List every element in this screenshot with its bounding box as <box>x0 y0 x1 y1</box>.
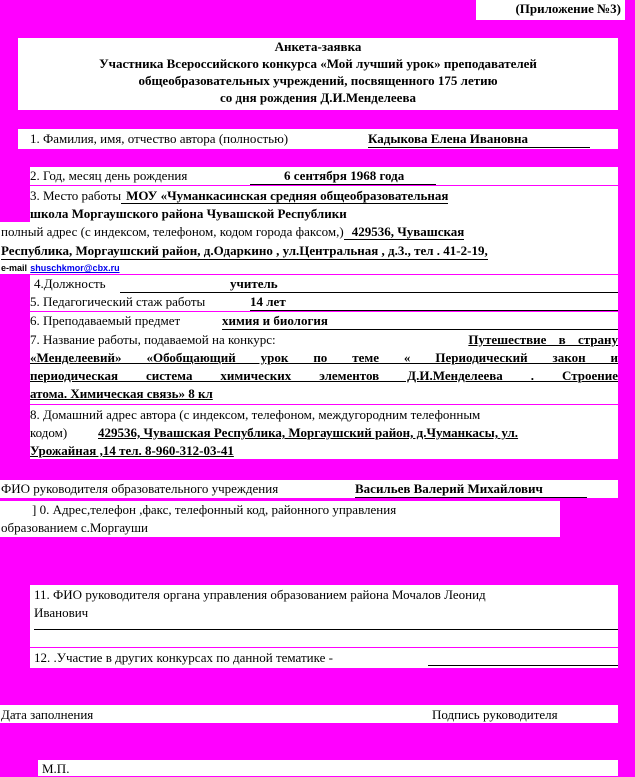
director-value: Васильев Валерий Михайлович <box>355 480 587 498</box>
district-office-address-label: ] 0. Адрес,телефон ,факс, телефонный код, районного управления <box>32 502 397 517</box>
experience-value: 14 лет <box>250 293 618 311</box>
work-title-value-2: «Менделеевий» «Обобщающий урок по теме « Периодический закон и <box>30 350 618 365</box>
field-home-address <box>30 405 618 459</box>
birth-date-value: 6 сентября 1968 года <box>250 167 436 185</box>
stamp-row <box>38 760 618 776</box>
footer-signature-row <box>0 705 618 723</box>
field-work-title <box>30 330 618 404</box>
contest-line-2: общеобразовательных учреждений, посвященного 175 летию <box>138 73 498 88</box>
full-address-value-1: 429536, Чувашская <box>344 224 465 240</box>
field-district-office-address <box>0 501 560 537</box>
field-position <box>30 275 618 293</box>
experience-label: 5. Педагогический стаж работы <box>30 294 206 309</box>
signature-label: Подпись руководителя <box>432 707 558 722</box>
subject-label: 6. Преподаваемый предмет <box>30 313 181 328</box>
birth-date-label: 2. Год, месяц день рождения <box>30 168 188 183</box>
field-full-address <box>0 222 618 274</box>
contest-line-3: со дня рождения Д.И.Менделеева <box>220 90 416 105</box>
home-address-value-1: 429536, Чувашская Республика, Моргаушский район, д.Чуманкасы, ул. <box>98 425 519 440</box>
work-title-value-1: Путешествие в страну <box>468 332 618 347</box>
work-title-value-3: периодическая система химических элементов Д.И.Менделеева . Строение <box>30 368 618 383</box>
home-address-label-2: кодом) <box>30 425 68 440</box>
field-author-name <box>18 129 618 149</box>
email-label: e-mail <box>1 263 28 273</box>
field-experience <box>30 293 618 311</box>
other-contests-blank <box>428 649 618 666</box>
director-label: ФИО руководителя образовательного учреждения <box>1 481 279 496</box>
field-district-head <box>30 585 618 647</box>
field-other-contests <box>30 648 618 668</box>
email-link[interactable]: shuschkmor@cbx.ru <box>30 263 120 273</box>
other-contests-label: 12. .Участие в других конкурсах по данной тематике - <box>34 650 333 665</box>
field-subject <box>30 312 618 330</box>
field-workplace <box>30 186 618 222</box>
position-label: 4.Должность <box>34 276 106 291</box>
full-address-label: полный адрес (с индексом, телефоном, кодом города факсом,) <box>1 224 344 239</box>
position-value: учитель <box>120 275 618 293</box>
full-address-value-2: Республика, Моргаушский район, д.Одаркино , ул.Центральная , д.3., тел . 41-2-19, <box>1 243 488 258</box>
author-name-value: Кадыкова Елена Ивановна <box>368 130 590 148</box>
workplace-value-2: школа Моргаушского района Чувашской Республики <box>30 206 347 221</box>
field-birth-date <box>30 167 618 185</box>
appendix-label: (Приложение №3) <box>476 0 625 20</box>
form-header <box>18 38 618 110</box>
workplace-value-1: МОУ «Чуманкасинская средняя общеобразовательная <box>121 188 448 204</box>
district-head-line-2: Иванович <box>34 605 89 620</box>
work-title-label: 7. Название работы, подаваемой на конкурс: <box>30 332 276 347</box>
subject-value: химия и биология <box>222 312 618 330</box>
author-name-label: 1. Фамилия, имя, отчество автора (полностью) <box>30 131 289 146</box>
stamp-label: М.П. <box>42 761 70 776</box>
workplace-label: 3. Место работы <box>30 188 122 203</box>
home-address-label: 8. Домашний адрес автора (с индексом, телефоном, междугородним телефонным <box>30 407 481 422</box>
district-head-divider <box>34 629 618 630</box>
district-head-line-1: 11. ФИО руководителя органа управления образованием района Мочалов Леонид <box>34 587 486 602</box>
work-title-value-4: атома. Химическая связь» 8 кл <box>30 386 213 401</box>
date-label: Дата заполнения <box>1 707 94 722</box>
form-title: Анкета-заявка <box>274 39 362 54</box>
contest-line-1: Участника Всероссийского конкурса «Мой лучший урок» преподавателей <box>99 56 537 71</box>
field-director <box>0 480 618 498</box>
district-office-address-value: образованием с.Моргауши <box>1 520 149 535</box>
home-address-value-2: Урожайная ,14 тел. 8-960-312-03-41 <box>30 443 234 458</box>
